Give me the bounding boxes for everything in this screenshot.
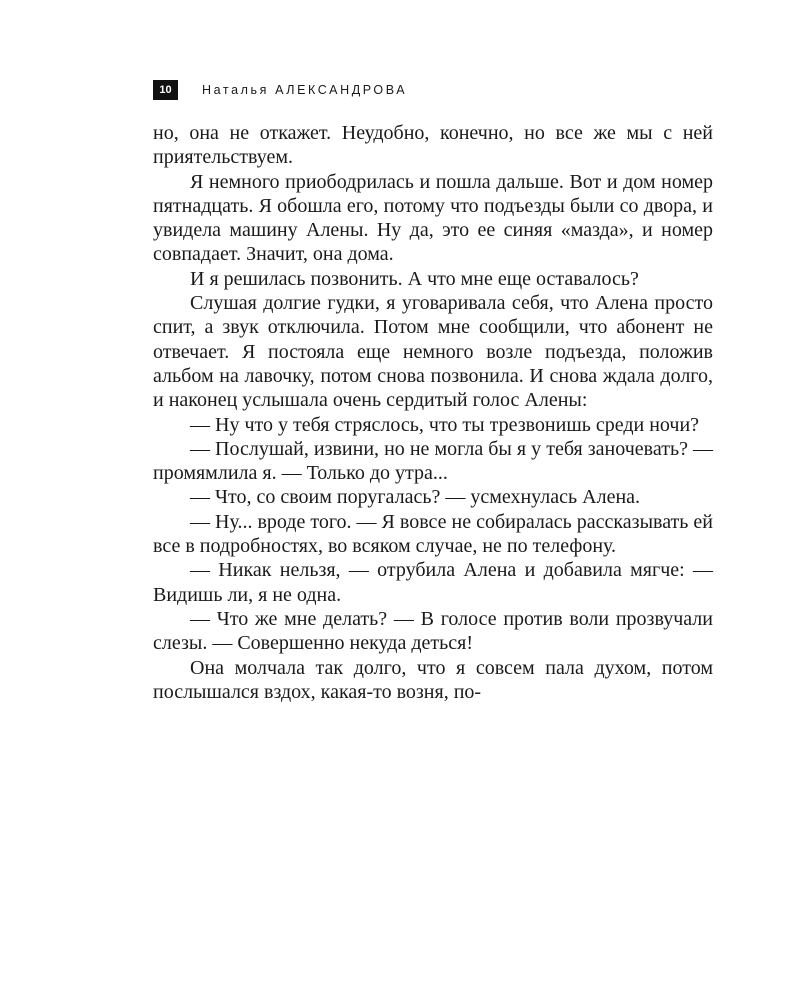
paragraph: но, она не откажет. Неудобно, конечно, но все же мы с ней приятельствуем. bbox=[153, 122, 713, 169]
dialogue-line: — Ну что у тебя стряслось, что ты трезвонишь среди ночи? bbox=[190, 413, 700, 436]
page-number: 10 bbox=[153, 80, 178, 100]
paragraph: И я решилась позвонить. А что мне еще оставалось? bbox=[190, 267, 639, 290]
dialogue-line: — Что же мне делать? — В голосе против воли прозвучали слезы. — Совершенно некуда деться! bbox=[153, 607, 713, 655]
paragraph: Слушая долгие гудки, я уговаривала себя, что Алена просто спит, а звук отключила. Потом мне сообщили, что абонент не отвечает. Я постояла еще немного возле подъезда, положив альбом на лавочку, потом снова позвонила. И снова ждала долго, и наконец услышала очень сердитый голос Алены: bbox=[153, 292, 713, 412]
paragraph: Она молчала так долго, что я совсем пала духом, потом послышался вздох, какая-то возня, по- bbox=[153, 656, 713, 703]
paragraph: Я немного приободрилась и пошла дальше. Вот и дом номер пятнадцать. Я обошла его, потому что подъезды были со двора, и увидела машину Алены. Ну да, это ее синяя «мазда», и номер совпадает. Значит, она дома. bbox=[153, 170, 713, 266]
body-text bbox=[153, 121, 713, 704]
running-header bbox=[153, 80, 407, 100]
dialogue-line: — Никак нельзя, — отрубила Алена и добавила мягче: — Видишь ли, я не одна. bbox=[153, 559, 713, 606]
dialogue-line: — Что, со своим поругалась? — усмехнулась Алена. bbox=[190, 486, 641, 509]
dialogue-line: — Ну... вроде того. — Я вовсе не собиралась рассказывать ей все в подробностях, во всяком случае, не по телефону. bbox=[153, 510, 713, 558]
dialogue-line: — Послушай, извини, но не могла бы я у тебя заночевать? — промямлила я. — Только до утра... bbox=[153, 437, 713, 485]
author-name: Наталья АЛЕКСАНДРОВА bbox=[202, 83, 408, 97]
